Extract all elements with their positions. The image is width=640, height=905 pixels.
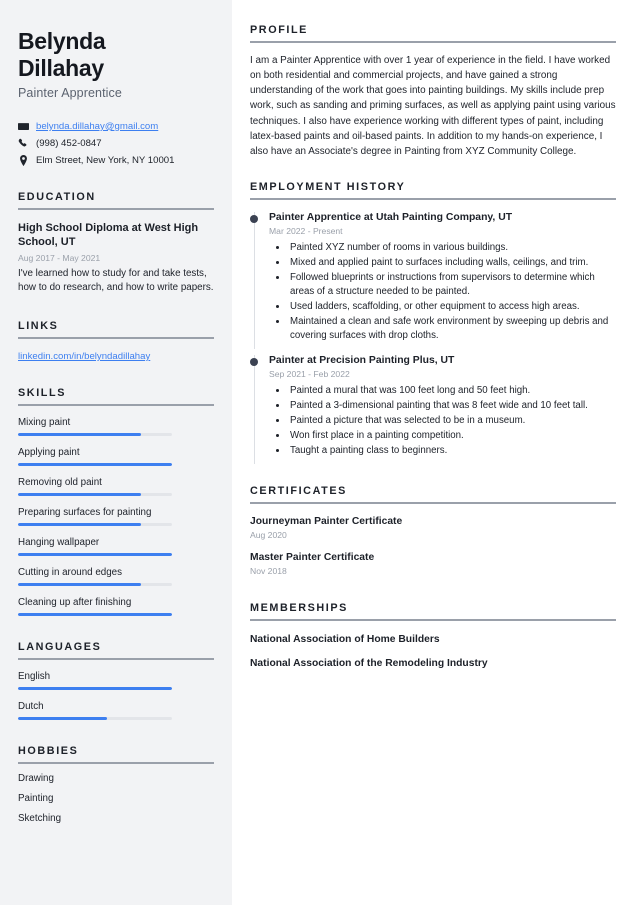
certificate-item — [250, 552, 616, 576]
section-certificates — [250, 485, 616, 576]
section-title-certificates: CERTIFICATES — [250, 484, 347, 497]
languages-list — [18, 671, 214, 720]
section-hobbies — [18, 745, 214, 824]
skill-item — [18, 447, 214, 466]
membership-item: National Association of the Remodeling Industry — [250, 657, 488, 669]
section-rule — [18, 404, 214, 406]
first-name: Belynda — [18, 28, 106, 54]
skill-bar-fill — [18, 583, 141, 586]
section-title-links: LINKS — [18, 319, 59, 332]
skill-item — [18, 567, 214, 586]
skill-bar-track — [18, 583, 172, 586]
timeline-dot — [250, 215, 258, 223]
skill-label: Cutting in around edges — [18, 566, 123, 578]
section-skills — [18, 387, 214, 616]
job-bullet: • Used ladders, scaffolding, or other equipment to access high areas. — [288, 300, 616, 314]
skill-bar-track — [18, 613, 172, 616]
hobby-item: Painting — [18, 792, 54, 804]
job-bullets — [269, 241, 616, 343]
linkedin-link[interactable]: linkedin.com/in/belyndadillahay — [18, 350, 151, 362]
section-rule — [250, 198, 616, 200]
skill-item — [18, 477, 214, 496]
section-title-languages: LANGUAGES — [18, 640, 102, 653]
section-profile — [250, 24, 616, 159]
skill-item — [18, 597, 214, 616]
job-bullet: • Painted XYZ number of rooms in various buildings. — [288, 241, 616, 255]
name-block — [18, 28, 214, 100]
email-link[interactable]: belynda.dillahay@gmail.com — [36, 120, 159, 132]
hobby-item: Drawing — [18, 772, 54, 784]
main-column — [232, 0, 640, 905]
section-rule — [250, 41, 616, 43]
memberships-list — [250, 634, 616, 669]
certificate-name: Master Painter Certificate — [250, 551, 375, 563]
language-bar-track — [18, 687, 172, 690]
section-languages — [18, 641, 214, 720]
certificate-date: Nov 2018 — [250, 565, 287, 576]
skill-bar-track — [18, 553, 172, 556]
skill-item — [18, 417, 214, 436]
section-rule — [18, 762, 214, 764]
link-item — [18, 351, 214, 362]
certificate-name: Journeyman Painter Certificate — [250, 515, 403, 527]
job-bullet: • Mixed and applied paint to surfaces including walls, ceilings, and trim. — [288, 256, 616, 270]
profile-text: I am a Painter Apprentice with over 1 year of experience in the field. I have worked on both residential and commercial projects, and have gained a strong understanding of the work that goes into painting buildings. My skills include prep work, such as sanding and priming surfaces, as well as applying paint using various techniques. I also have experience working with different types of paint, including latex-based paints and oil-based paints. In addition to my hands-on experience, I also have an Associate's degree in Painting from XYZ Community College. — [250, 55, 616, 157]
section-rule — [18, 337, 214, 339]
section-title-employment: EMPLOYMENT HISTORY — [250, 181, 406, 194]
skill-bar-fill — [18, 493, 141, 496]
certificate-date: Aug 2020 — [250, 529, 287, 540]
language-bar-fill — [18, 687, 172, 690]
job-date: Sep 2021 - Feb 2022 — [269, 368, 350, 379]
envelope-icon — [18, 121, 29, 132]
skill-label: Preparing surfaces for painting — [18, 506, 152, 518]
language-label: Dutch — [18, 700, 44, 712]
skill-label: Cleaning up after finishing — [18, 596, 132, 608]
skill-item — [18, 507, 214, 526]
skill-bar-fill — [18, 463, 172, 466]
job-title: Painter Apprentice — [18, 85, 122, 100]
job-bullet: • Followed blueprints or instructions from supervisors to determine which areas of a structure needed to be painted. — [288, 271, 616, 299]
language-bar-track — [18, 717, 172, 720]
section-rule — [18, 658, 214, 660]
sidebar — [0, 0, 232, 905]
skill-bar-fill — [18, 553, 172, 556]
skill-bar-fill — [18, 433, 141, 436]
jobs-list — [250, 212, 616, 458]
skill-bar-fill — [18, 523, 141, 526]
contact-list — [18, 121, 214, 166]
section-memberships — [250, 602, 616, 669]
job-entry — [250, 355, 616, 458]
education-entry — [18, 221, 214, 295]
timeline-dot — [250, 358, 258, 366]
timeline-line — [254, 355, 255, 464]
certificate-item — [250, 516, 616, 540]
skill-label: Applying paint — [18, 446, 80, 458]
job-bullet: • Maintained a clean and safe work environment by sweeping up debris and covering surfaces with drop cloths. — [288, 315, 616, 343]
section-rule — [250, 502, 616, 504]
contact-address — [18, 155, 214, 166]
hobbies-list — [18, 773, 214, 824]
skill-item — [18, 537, 214, 556]
job-date: Mar 2022 - Present — [269, 226, 343, 237]
phone-text: (998) 452-0847 — [36, 137, 102, 149]
skill-bar-track — [18, 493, 172, 496]
job-bullet: • Painted a mural that was 100 feet long and 50 feet high. — [288, 384, 616, 398]
skill-bar-fill — [18, 613, 172, 616]
section-title-hobbies: HOBBIES — [18, 744, 79, 757]
phone-icon — [18, 138, 29, 149]
location-pin-icon — [18, 155, 29, 166]
section-title-skills: SKILLS — [18, 386, 66, 399]
section-rule — [250, 619, 616, 621]
last-name: Dillahay — [18, 54, 104, 81]
timeline-line — [254, 212, 255, 349]
section-links — [18, 320, 214, 362]
skill-bar-track — [18, 523, 172, 526]
language-item — [18, 671, 214, 690]
job-title: Painter at Precision Painting Plus, UT — [269, 354, 455, 366]
section-employment — [250, 181, 616, 458]
language-label: English — [18, 670, 51, 682]
education-degree: High School Diploma at West High School, UT — [18, 221, 199, 249]
language-item — [18, 701, 214, 720]
section-title-education: EDUCATION — [18, 190, 96, 203]
job-bullets — [269, 384, 616, 458]
job-bullet: • Painted a 3-dimensional painting that was 8 feet wide and 10 feet tall. — [288, 399, 616, 413]
skills-list — [18, 417, 214, 616]
job-bullet: • Taught a painting class to beginners. — [288, 444, 616, 458]
job-entry — [250, 212, 616, 343]
job-bullet: • Painted a picture that was selected to be in a museum. — [288, 414, 616, 428]
contact-phone — [18, 138, 214, 149]
section-rule — [18, 208, 214, 210]
section-title-memberships: MEMBERSHIPS — [250, 601, 348, 614]
hobby-item: Sketching — [18, 812, 62, 824]
certificates-list — [250, 516, 616, 576]
section-education — [18, 191, 214, 295]
education-date: Aug 2017 - May 2021 — [18, 253, 101, 264]
skill-label: Mixing paint — [18, 416, 71, 428]
skill-label: Hanging wallpaper — [18, 536, 100, 548]
skill-bar-track — [18, 433, 172, 436]
contact-email — [18, 121, 214, 132]
section-title-profile: PROFILE — [250, 24, 308, 36]
job-title: Painter Apprentice at Utah Painting Company, UT — [269, 212, 513, 224]
skill-label: Removing old paint — [18, 476, 102, 488]
membership-item: National Association of Home Builders — [250, 633, 440, 645]
skill-bar-track — [18, 463, 172, 466]
education-description: I've learned how to study for and take tests, how to do research, and how to write papers. — [18, 268, 214, 293]
language-bar-fill — [18, 717, 107, 720]
address-text: Elm Street, New York, NY 10001 — [36, 154, 175, 166]
job-bullet: • Won first place in a painting competition. — [288, 429, 616, 443]
